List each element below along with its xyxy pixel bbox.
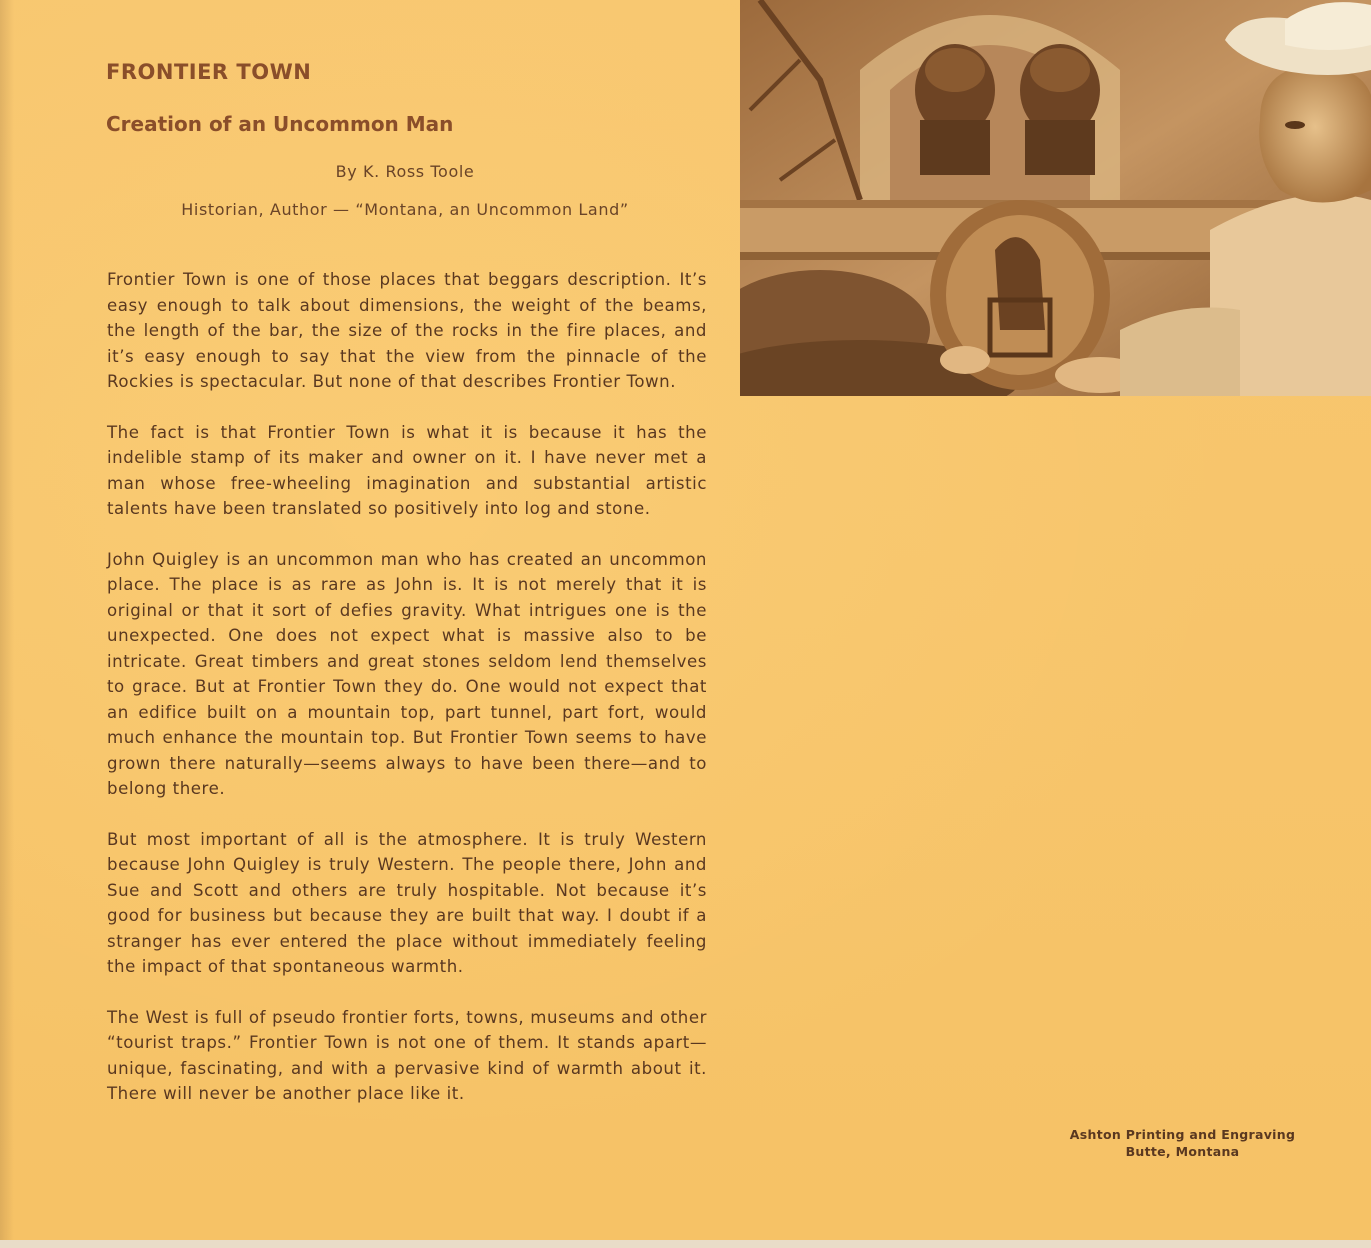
printer-name: Ashton Printing and Engraving [1069,1127,1296,1142]
page-left-edge [0,0,14,1248]
paragraph-4: But most important of all is the atmosphere. It is truly Western because John Quigley is truly Western. The people there, John and Sue and Scott and others are truly hospitable. Not because it’s good for business but because they are built that way. I doubt if a stranger has ever entered the place without immediately feeling the impact of that spontaneous warmth. [107,829,707,976]
author-affiliation: Historian, Author — “Montana, an Uncommon Land” [181,200,629,219]
page-bottom-edge [0,1240,1371,1248]
article-subtitle: Creation of an Uncommon Man [106,112,454,136]
paragraph-5: The West is full of pseudo frontier forts, towns, museums and other “tourist traps.” Frontier Town is not one of them. It stands apart—unique, fascinating, and with a pervasive kind of warmth about it. There will never be another place like it. [107,1007,707,1103]
article-body [107,267,707,1132]
byline: By K. Ross Toole [335,162,475,181]
photo-man-with-carvings [740,0,1371,396]
paragraph-3: John Quigley is an uncommon man who has created an uncommon place. The place is as rare as John is. It is not merely that it is original or that it sort of defies gravity. What intrigues one is the unexpected. One does not expect what is massive also to be intricate. Great timbers and great stones seldom lend themselves to grace. But at Frontier Town they do. One would not expect that an edifice built on a mountain top, part tunnel, part fort, would much enhance the mountain top. But Frontier Town seems to have grown there naturally—seems always to have been there—and to belong there. [107,549,707,798]
paragraph-2: The fact is that Frontier Town is what it is because it has the indelible stamp of its maker and owner on it. I have never met a man whose free-wheeling imagination and substantial artistic talents have been translated so positively into log and stone. [107,422,707,518]
printer-credit [1060,1126,1305,1160]
article-title: FRONTIER TOWN [106,60,312,84]
paragraph-1: Frontier Town is one of those places that beggars description. It’s easy enough to talk about dimensions, the weight of the beams, the length of the bar, the size of the rocks in the fire places, and it’s easy enough to say that the view from the pinnacle of the Rockies is spectacular. But none of that describes Frontier Town. [107,270,707,391]
printer-location: Butte, Montana [1125,1144,1240,1159]
